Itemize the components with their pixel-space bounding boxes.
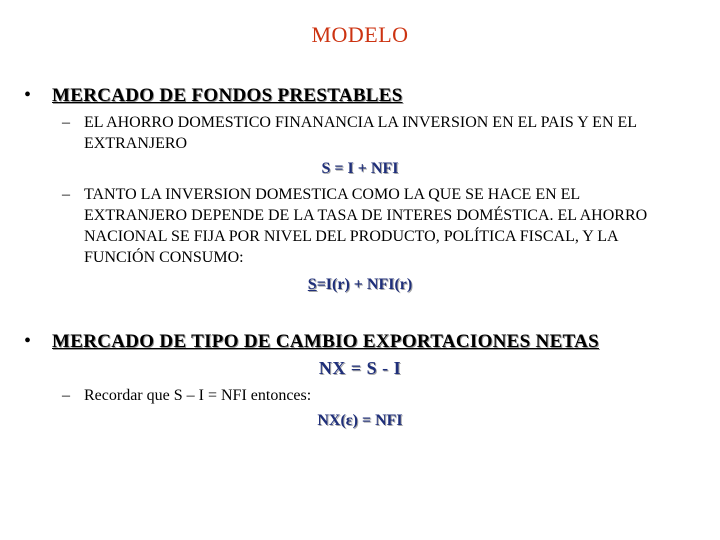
sub-item-ahorro-domestico bbox=[62, 112, 664, 154]
dash-marker: – bbox=[62, 387, 70, 404]
sub-item-text: Recordar que S – I = NFI entonces: bbox=[84, 387, 312, 404]
sub-item-inversion-domestica bbox=[62, 184, 664, 268]
section-heading-tipo-de-cambio: MERCADO DE TIPO DE CAMBIO EXPORTACIONES NETAS bbox=[52, 331, 600, 352]
equation-nx-nfi: NX(ε) = NFI bbox=[317, 412, 403, 429]
bullet-marker: • bbox=[24, 84, 32, 106]
slide-title: MODELO bbox=[311, 22, 409, 47]
sub-item-text: TANTO LA INVERSION DOMESTICA COMO LA QUE SE HACE EN EL EXTRANJERO DEPENDE DE LA TASA DE INTERES DOMÉSTICA. EL AHORRO NACIONAL SE FIJA POR NIVEL DEL PRODUCTO, POLÍTICA FISCAL, Y LA FUNCIÓN CONSUMO: bbox=[84, 186, 648, 266]
sub-item-recordar bbox=[62, 385, 664, 406]
equation-s-i-nfi: S = I + NFI bbox=[321, 160, 399, 177]
equation-rest: =I(r) + NFI(r) bbox=[316, 276, 413, 293]
equation-nx-s-i: NX = S - I bbox=[318, 358, 402, 378]
dash-marker: – bbox=[62, 114, 70, 131]
section-tipo-de-cambio bbox=[24, 330, 599, 353]
equation-s-ir-nfir bbox=[0, 276, 720, 294]
dash-marker: – bbox=[62, 186, 70, 203]
bullet-marker: • bbox=[24, 330, 32, 352]
section-heading-fondos-prestables: MERCADO DE FONDOS PRESTABLES bbox=[52, 85, 403, 106]
equation-s-symbol: S bbox=[307, 276, 317, 293]
sub-item-text: EL AHORRO DOMESTICO FINANANCIA LA INVERSION EN EL PAIS Y EN EL EXTRANJERO bbox=[84, 114, 637, 152]
section-fondos-prestables bbox=[24, 84, 403, 107]
